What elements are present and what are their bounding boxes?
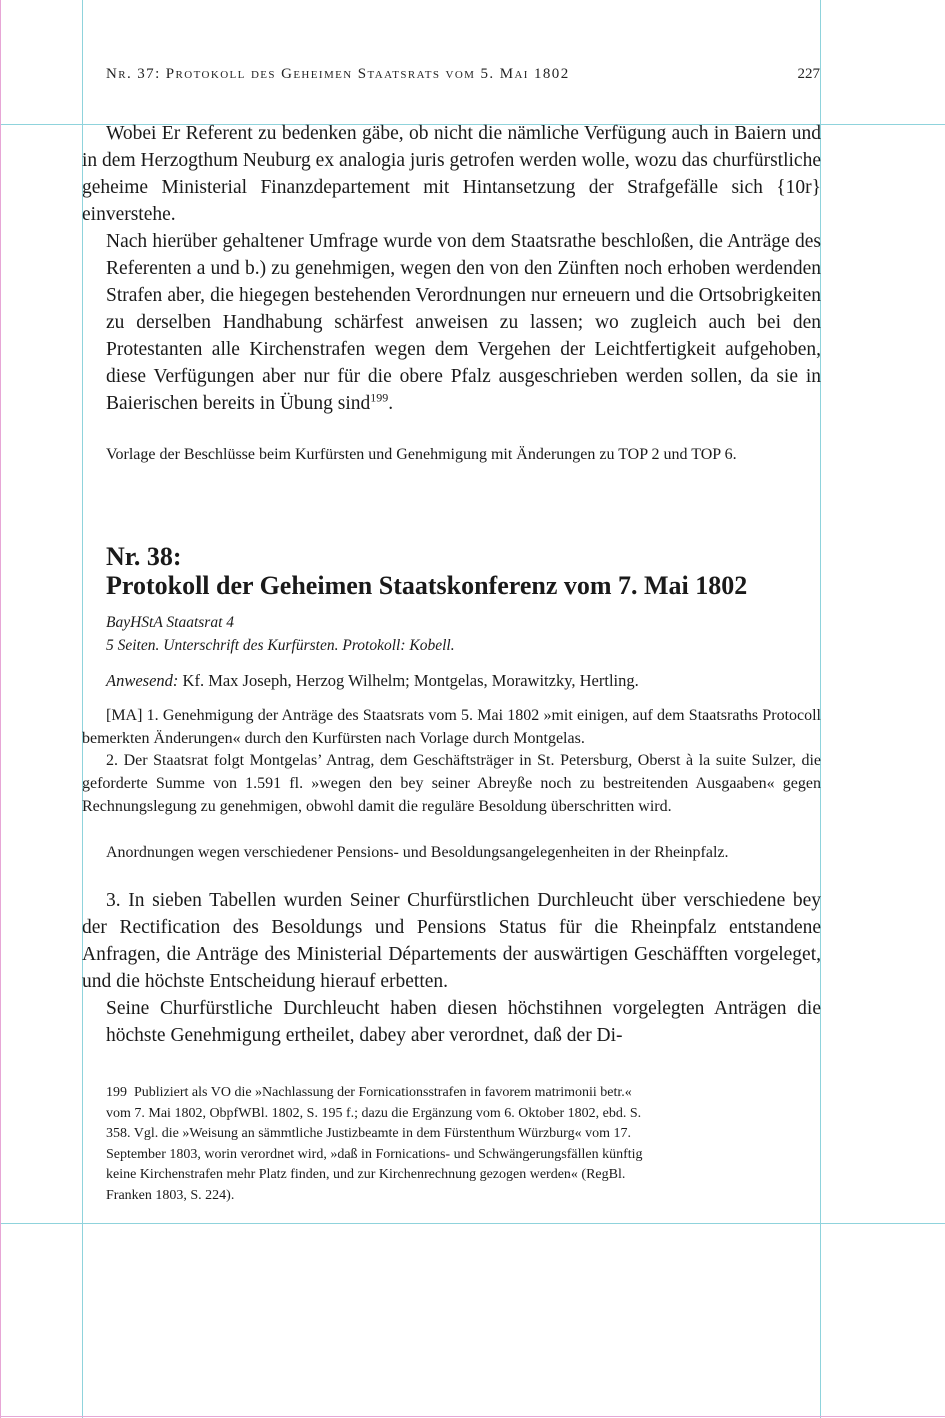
footnote-number: 199 <box>106 1085 127 1100</box>
agenda-item-3: 3. In sieben Tabellen wurden Seiner Churfürstlichen Durchleucht über verschiedene bey der Rectification des Besoldungs und Pensions Status für die Rheinpfalz entstandene Anfragen, die Anträge des Ministerial Départements der auswärtigen Geschäfften vorgeleget, und die höchste Entscheidung hierauf erbetten. <box>82 890 821 992</box>
attendees-names: Kf. Max Joseph, Herzog Wilhelm; Montgelas, Morawitzky, Hertling. <box>178 671 639 690</box>
document-description: 5 Seiten. Unterschrift des Kurfürsten. Protokoll: Kobell. <box>106 637 455 654</box>
page-number: 227 <box>797 66 820 82</box>
paragraph-resolution: Nach hierüber gehaltener Umfrage wurde von dem Staatsrathe beschloßen, die Anträge des Referenten a und b.) zu genehmigen, wegen den von den Zünften noch erhoben werdenden Strafen aber, die hiegegen bestehenden Verordnungen nur erneuern und die Ortsobrigkeiten zu derselben Handhabung schärfest anweisen zu lassen; wo zugleich auch bei den Protestanten alle Kirchenstrafen wegen dem Vergehen der Leichtfertigkeit aufgehoben, diese Verfügungen aber nur für die obere Pfalz ausgeschrieben werden sollen, da sie in Baierischen bereits in Übung sind$^{199}$. <box>106 231 821 414</box>
document-title-38 <box>106 542 821 600</box>
paragraph-wobei: Wobei Er Referent zu bedenken gäbe, ob nicht die nämliche Verfügung auch in Baiern und in dem Herzogthum Neuburg ex analogia juris getrofen werden wolle, wozu das churfürstliche geheime Ministerial Finanzdepartement mit Hintansetzung der Strafgefälle sich {10r} einverstehe. <box>82 123 821 225</box>
footnote-text: Publiziert als VO die »Nachlassung der Fornicationsstrafen in favorem matrimonii betr.« vom 7. Mai 1802, ObpfWBl. 1802, S. 195 f.; dazu die Ergänzung vom 6. Oktober 1802, ebd. S. 358. Vgl. die »Weisung an sämmtliche Justizbeamte in dem Fürstenthum Würzburg« vom 17. September 1803, worin verordnet wird, »daß in Fornications- und Schwängerungsfällen künftig keine Kirchenstrafen mehr Platz finden, und zur Kirchenrechnung gezogen werden« (RegBl. Franken 1803, S. 224). <box>106 1085 643 1203</box>
document-number: Nr. 38: <box>106 542 182 571</box>
agenda-item-1: [MA] 1. Genehmigung der Anträge des Staatsrats vom 5. Mai 1802 »mit einigen, auf dem Staatsraths Protocoll bemerkten Änderungen« durch den Kurfürsten nach Vorlage durch Montgelas. <box>82 707 821 747</box>
document-heading: Protokoll der Geheimen Staatskonferenz vom 7. Mai 1802 <box>106 571 748 600</box>
agenda-item-2: 2. Der Staatsrat folgt Montgelas’ Antrag, dem Geschäftsträger in St. Petersburg, Oberst à la suite Sulzer, die geforderte Summe von 1.591 fl. »wegen den bey seiner Abreyße noch zu bestreitenden Ausgaaben« gegen Rechnungslegung zu genehmigen, obwohl damit die reguläre Besoldung überschritten wird. <box>82 752 821 815</box>
source-note <box>106 611 821 657</box>
footnote-199 <box>106 1083 651 1206</box>
attendees-label: Anwesend: <box>106 671 179 690</box>
margin-guide-bottom <box>0 1223 945 1224</box>
archive-source: BayHStA Staatsrat 4 <box>106 614 235 631</box>
bleed-guide-bottom <box>0 1416 945 1417</box>
agenda-item-3-continuation: Seine Churfürstliche Durchleucht haben diesen höchstihnen vorgelegten Anträgen die höchste Genehmigung ertheilet, dabey aber verordnet, daß der Di- <box>106 998 821 1046</box>
running-title: Nr. 37: Protokoll des Geheimen Staatsrats vom 5. Mai 1802 <box>106 66 570 82</box>
running-header <box>106 66 820 83</box>
attendees <box>106 669 821 692</box>
bleed-guide-left <box>0 0 1 1418</box>
footnote-ref-199[interactable]: 199 <box>370 390 389 405</box>
agenda-item-summary: Anordnungen wegen verschiedener Pensions- und Besoldungsangelegenheiten in der Rheinpfalz. <box>106 844 729 861</box>
paragraph-summary-37: Vorlage der Beschlüsse beim Kurfürsten und Genehmigung mit Änderungen zu TOP 2 und TOP 6. <box>106 446 737 463</box>
